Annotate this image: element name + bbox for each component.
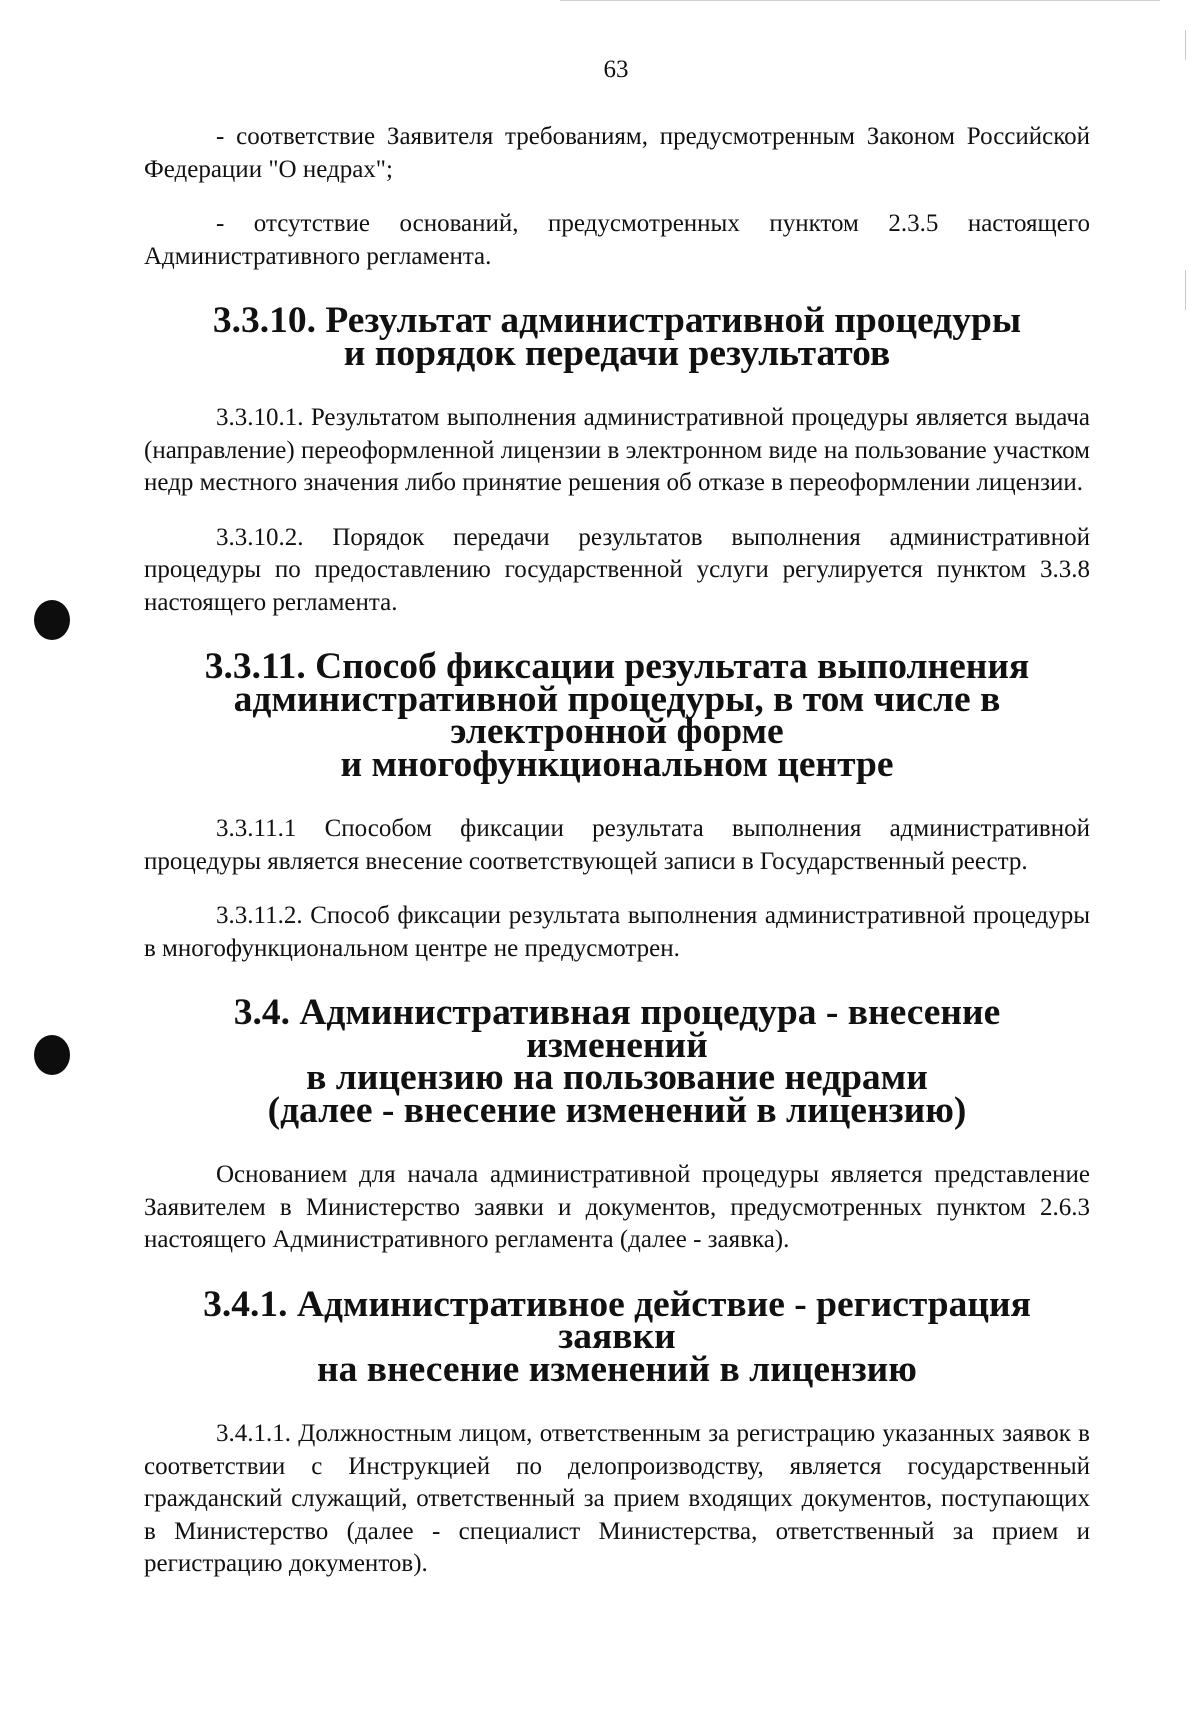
punch-hole [34, 600, 70, 640]
paragraph: 3.4.1.1. Должностным лицом, ответственным за регистрацию указанных заявок в соответствии с Инструкцией по делопроизводству, является государственный гражданский служащий, ответственный за прием входящих документов, поступающих в Министерство (далее - специалист Министерства, ответственный за прием и регистрацию документов). [144, 1420, 1090, 1577]
section-heading [144, 300, 1090, 374]
heading-line: в лицензию на пользование недрами [306, 1057, 928, 1098]
section-heading [144, 646, 1090, 785]
scan-edge-line [560, 0, 1160, 1]
section-heading [144, 992, 1090, 1131]
heading-line: 3.4. Административная процедура - внесение изменений [233, 992, 1001, 1066]
paragraph: 3.3.11.2. Способ фиксации результата выполнения административной процедуры в многофункциональном центре не предусмотрен. [144, 902, 1090, 962]
punch-hole [34, 1035, 70, 1075]
heading-line: административной процедуры, в том числе в электронной форме [233, 678, 1001, 752]
heading-line: и порядок передачи результатов [343, 332, 891, 374]
section-heading [144, 1283, 1090, 1390]
document-body [144, 121, 1090, 1581]
paragraph: 3.3.10.1. Результатом выполнения административной процедуры является выдача (направление) переоформленной лицензии в электронном виде на пользование участком недр местного значения либо принятие решения об отказе в переоформлении лицензии. [144, 404, 1090, 496]
scan-edge-mark [1185, 270, 1186, 310]
heading-line: на внесение изменений в лицензию [317, 1348, 917, 1390]
paragraph: 3.3.11.1 Способом фиксации результата выполнения административной процедуры является внесение соответствующей записи в Государственный реестр. [144, 815, 1090, 875]
paragraph: Основанием для начала административной процедуры является представление Заявителем в Министерство заявки и документов, предусмотренных пунктом 2.6.3 настоящего Административного регламента (далее - заявка). [144, 1161, 1090, 1253]
heading-line: и многофункциональном центре [340, 743, 894, 785]
paragraph: - отсутствие оснований, предусмотренных пунктом 2.3.5 настоящего Административного регламента. [144, 210, 1090, 270]
paragraph: - соответствие Заявителя требованиям, предусмотренным Законом Российской Федерации "О недрах"; [144, 123, 1090, 183]
heading-line: 3.3.10. Результат административной процедуры [212, 300, 1022, 341]
paragraph: 3.3.10.2. Порядок передачи результатов выполнения административной процедуры по предоставлению государственной услуги регулируется пунктом 3.3.8 настоящего регламента. [144, 523, 1090, 616]
page-number: 63 [603, 56, 629, 83]
heading-line: 3.3.11. Способ фиксации результата выполнения [204, 646, 1030, 687]
heading-line: 3.4.1. Административное действие - регистрация заявки [203, 1283, 1031, 1357]
heading-line: (далее - внесение изменений в лицензию) [267, 1089, 967, 1131]
